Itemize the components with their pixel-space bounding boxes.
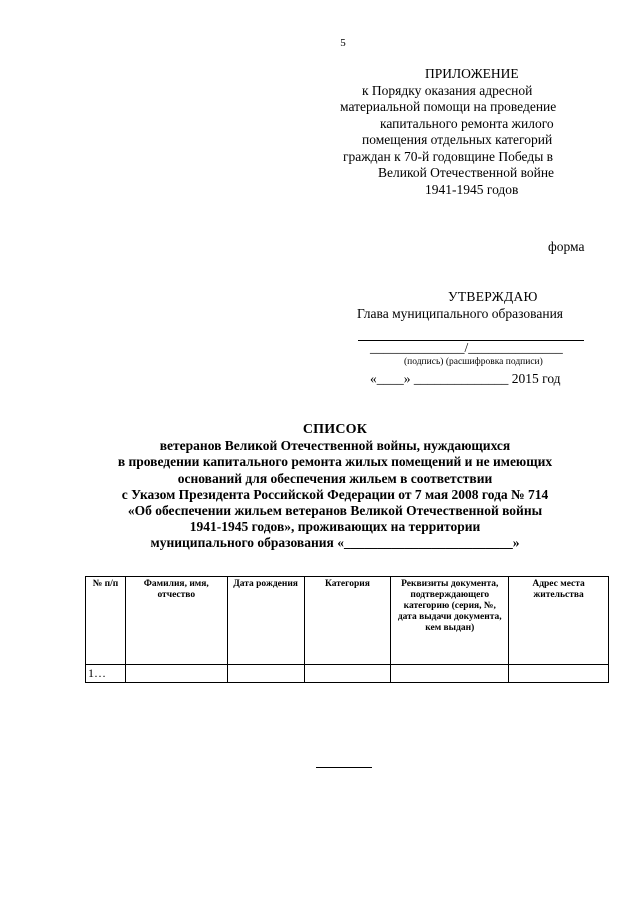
appendix-line: материальной помощи на проведение <box>340 99 557 114</box>
footnote-divider <box>316 767 372 768</box>
list-line: муниципального образования «_________________________» <box>150 535 520 551</box>
appendix-line: к Порядку оказания адресной <box>362 82 533 98</box>
list-line: с Указом Президента Российской Федерации от 7 мая 2008 года № 714 <box>121 486 549 502</box>
table-cell <box>227 665 304 683</box>
appendix-line: Великой Отечественной войне <box>378 165 555 180</box>
list-line: ветеранов Великой Отечественной войны, нуждающихся <box>159 438 511 454</box>
signature-line: ______________/______________ <box>370 340 563 355</box>
list-line: «Об обеспечении жильем ветеранов Великой Отечественной войны <box>127 503 543 519</box>
appendix-title: ПРИЛОЖЕНИЕ <box>425 66 519 81</box>
approval-position: Глава муниципального образования <box>357 306 564 321</box>
list-line: оснований для обеспечения жильем в соответствии <box>177 470 493 486</box>
table-row <box>86 665 609 683</box>
header-category: Категория <box>304 577 391 665</box>
signature-caption: (подпись) (расшифровка подписи) <box>404 357 543 367</box>
table-cell <box>304 665 391 683</box>
appendix-line: капитального ремонта жилого <box>380 115 554 131</box>
header-address: Адрес места жительства <box>509 577 609 665</box>
date-line: «____» ______________ 2015 год <box>370 371 561 386</box>
table-cell <box>125 665 227 683</box>
header-number: № п/п <box>86 577 126 665</box>
table-cell <box>509 665 609 683</box>
approval-title: УТВЕРЖДАЮ <box>448 289 538 304</box>
appendix-line: граждан к 70-й годовщине Победы в <box>343 148 554 164</box>
table-cell <box>391 665 509 683</box>
header-birth-date: Дата рождения <box>227 577 304 665</box>
appendix-line: 1941-1945 годов <box>425 181 519 197</box>
page-number: 5 <box>340 37 346 49</box>
form-label: форма <box>548 239 585 254</box>
list-line: в проведении капитального ремонта жилых помещений и не имеющих <box>117 454 553 470</box>
appendix-line: помещения отдельных категорий <box>362 132 553 147</box>
list-heading <box>70 422 600 552</box>
list-line: 1941-1945 годов», проживающих на территории <box>189 519 481 535</box>
table-cell: 1… <box>86 665 126 683</box>
veterans-table <box>85 576 609 683</box>
list-title: СПИСОК <box>302 422 368 437</box>
appendix-block <box>300 66 600 198</box>
header-full-name: Фамилия, имя, отчество <box>125 577 227 665</box>
table-header-row <box>86 577 609 665</box>
header-document-details: Реквизиты документа, подтверждающего категорию (серия, №, дата выдачи документа, кем выдан) <box>391 577 509 665</box>
